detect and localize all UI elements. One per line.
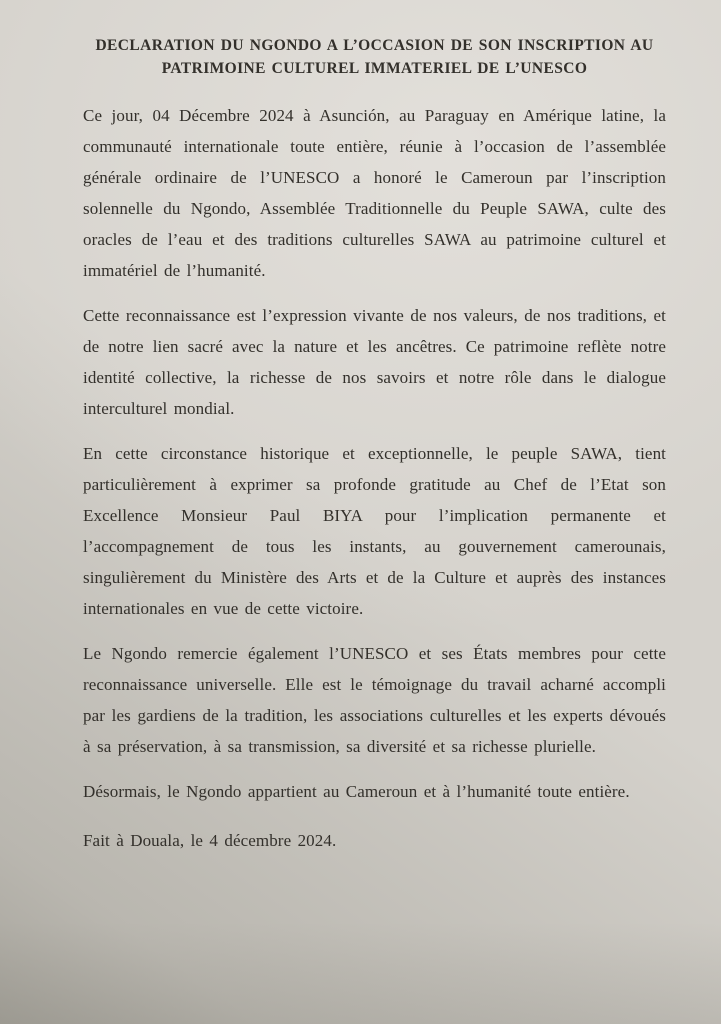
title-line-2: PATRIMOINE CULTUREL IMMATERIEL DE L’UNESCO [161, 60, 588, 77]
paragraph-gratitude: En cette circonstance historique et exceptionnelle, le peuple SAWA, tient particulièrement à exprimer sa profonde gratitude au Chef de l’Etat son Excellence Monsieur Paul BIYA pour l’implication permanente et l’accompagnement de tous les instants, au gouvernement camerounais, singulièrement du Ministère des Arts et de la Culture et auprès des instances internationales en vue de cette victoire. [83, 444, 666, 618]
date-line: Fait à Douala, le 4 décembre 2024. [83, 831, 337, 850]
closing-line: Désormais, le Ngondo appartient au Cameroun et à l’humanité toute entière. [83, 782, 630, 801]
paragraph-reconnaissance: Cette reconnaissance est l’expression vivante de nos valeurs, de nos traditions, et de notre lien sacré avec la nature et les ancêtres. Ce patrimoine reflète notre identité collective, la richesse de nos savoirs et notre rôle dans le dialogue interculturel mondial. [83, 306, 666, 418]
document-title [83, 34, 666, 80]
document-body [83, 30, 666, 856]
paragraph-inscription: Ce jour, 04 Décembre 2024 à Asunción, au Paraguay en Amérique latine, la communauté internationale toute entière, réunie à l’occasion de l’assemblée générale ordinaire de l’UNESCO a honoré le Cameroun par l’inscription solennelle du Ngondo, Assemblée Traditionnelle du Peuple SAWA, culte des oracles de l’eau et des traditions culturelles SAWA au patrimoine culturel et immatériel de l’humanité. [83, 106, 666, 280]
paragraph-remerciements: Le Ngondo remercie également l’UNESCO et ses États membres pour cette reconnaissance universelle. Elle est le témoignage du travail acharné accompli par les gardiens de la tradition, les associations culturelles et les experts dévoués à sa préservation, à sa transmission, sa diversité et sa richesse plurielle. [83, 644, 666, 756]
title-line-1: DECLARATION DU NGONDO A L’OCCASION DE SON INSCRIPTION AU [95, 37, 654, 54]
